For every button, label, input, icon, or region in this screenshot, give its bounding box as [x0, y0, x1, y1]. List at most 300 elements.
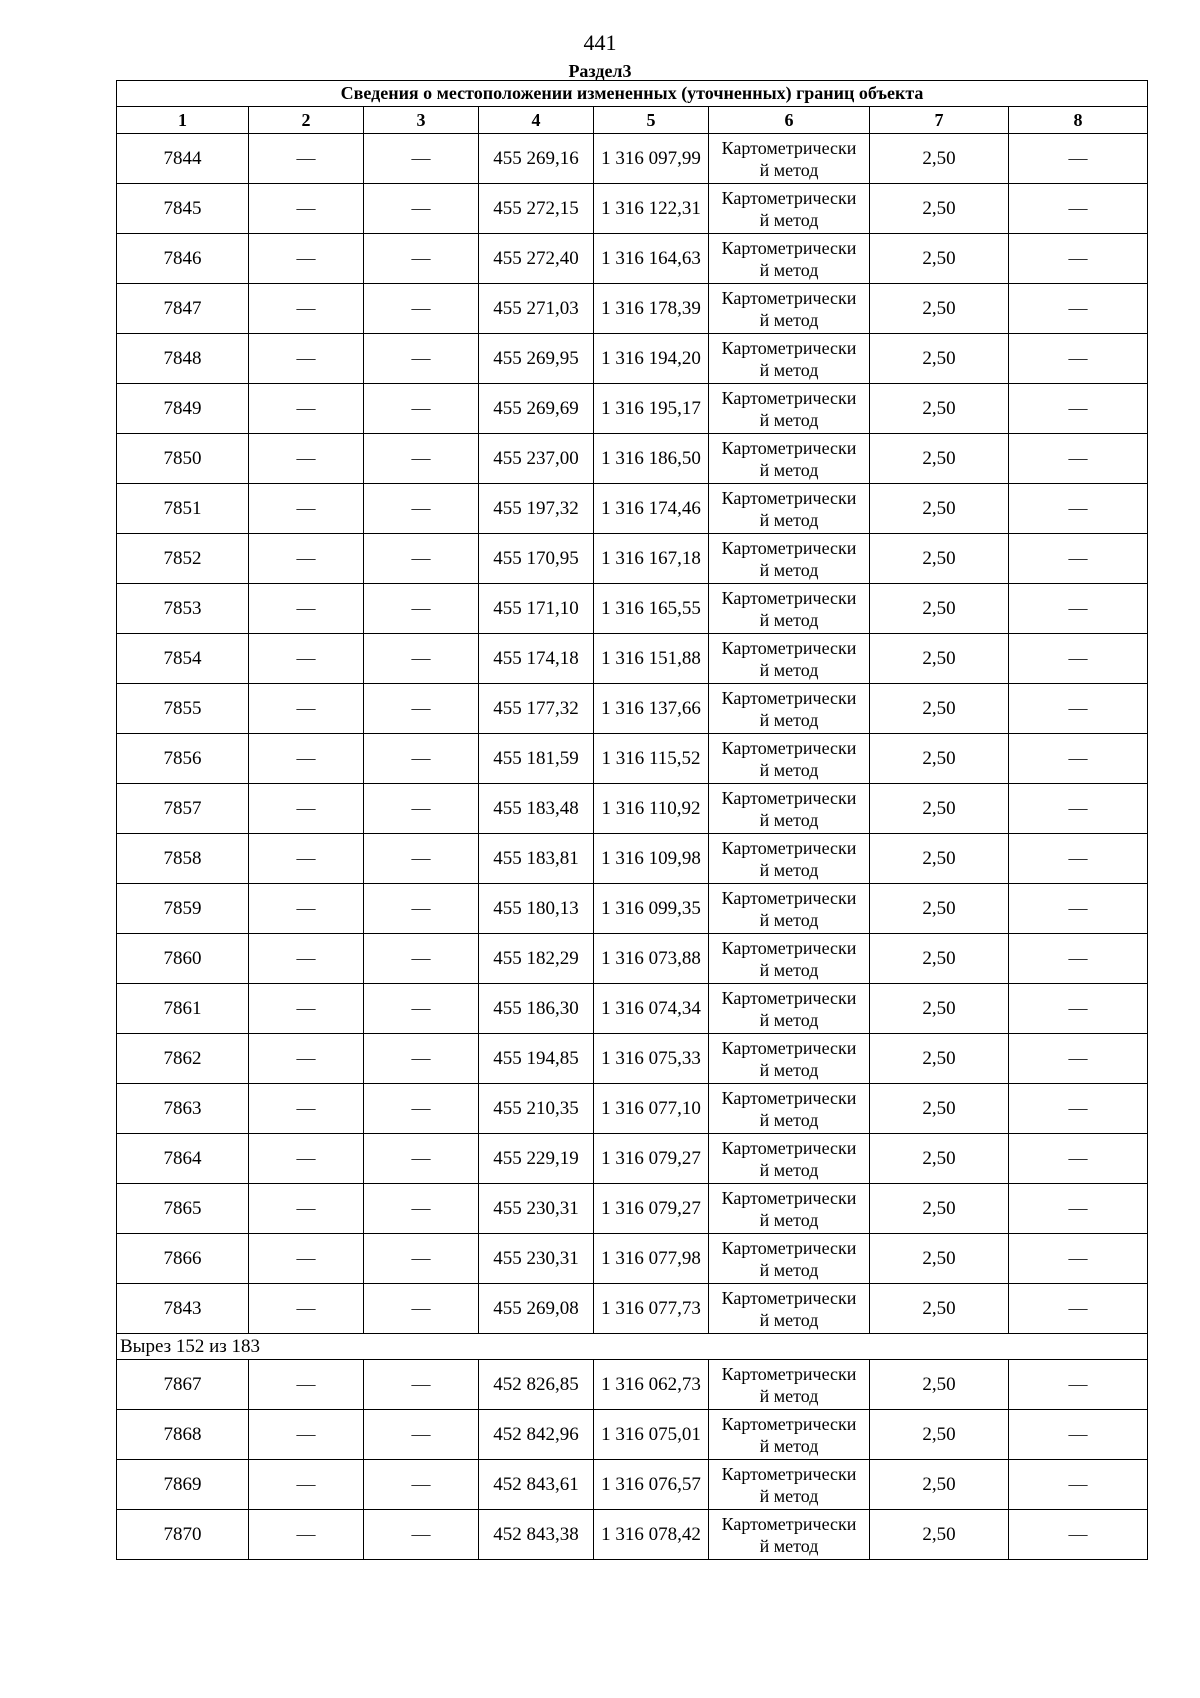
point-number-cell: 7849: [117, 384, 249, 434]
method-text-line2: й метод: [759, 209, 819, 230]
x-coordinate-cell: 455 272,40: [479, 234, 594, 284]
method-cell: [709, 1034, 870, 1084]
y-coordinate-cell: 1 316 110,92: [594, 784, 709, 834]
column-header-4: 4: [479, 107, 594, 134]
dash-cell: —: [1009, 484, 1148, 534]
dash-cell: —: [1009, 634, 1148, 684]
method-text-line1: Картометрически: [721, 987, 857, 1008]
x-coordinate-cell: 455 177,32: [479, 684, 594, 734]
dash-cell: —: [1009, 434, 1148, 484]
dash-cell: —: [1009, 734, 1148, 784]
method-text-line2: й метод: [759, 1485, 819, 1506]
dash-cell: —: [249, 684, 364, 734]
dash-cell: —: [249, 534, 364, 584]
y-coordinate-cell: 1 316 078,42: [594, 1510, 709, 1560]
method-text-line1: Картометрически: [721, 337, 857, 358]
table-row: [117, 534, 1148, 584]
dash-cell: —: [249, 384, 364, 434]
accuracy-cell: 2,50: [870, 184, 1009, 234]
accuracy-cell: 2,50: [870, 1510, 1009, 1560]
dash-cell: —: [249, 434, 364, 484]
table-row: [117, 1234, 1148, 1284]
page-number: 441: [583, 30, 617, 55]
dash-cell: —: [1009, 1084, 1148, 1134]
dash-cell: —: [1009, 834, 1148, 884]
point-number-cell: 7866: [117, 1234, 249, 1284]
dash-cell: —: [249, 1460, 364, 1510]
y-coordinate-cell: 1 316 076,57: [594, 1460, 709, 1510]
method-cell: [709, 1134, 870, 1184]
table-header-row: [117, 107, 1148, 134]
table-row: [117, 1284, 1148, 1334]
dash-cell: —: [1009, 1184, 1148, 1234]
dash-cell: —: [249, 1360, 364, 1410]
column-header-7: 7: [870, 107, 1009, 134]
dash-cell: —: [364, 1234, 479, 1284]
method-text-line1: Картометрически: [721, 1363, 857, 1384]
x-coordinate-cell: 455 183,81: [479, 834, 594, 884]
dash-cell: —: [1009, 334, 1148, 384]
method-text-line1: Картометрически: [721, 1513, 857, 1534]
table-caption: Сведения о местоположении измененных (уточненных) границ объекта: [117, 81, 1148, 107]
method-text-line2: й метод: [759, 1259, 819, 1280]
x-coordinate-cell: 455 237,00: [479, 434, 594, 484]
x-coordinate-cell: 455 182,29: [479, 934, 594, 984]
column-header-2: 2: [249, 107, 364, 134]
y-coordinate-cell: 1 316 122,31: [594, 184, 709, 234]
dash-cell: —: [364, 534, 479, 584]
dash-cell: —: [1009, 584, 1148, 634]
table-row: [117, 384, 1148, 434]
method-text-line2: й метод: [759, 1209, 819, 1230]
method-text-line1: Картометрически: [721, 387, 857, 408]
method-cell: [709, 1184, 870, 1234]
dash-cell: —: [249, 1284, 364, 1334]
method-cell: [709, 1084, 870, 1134]
accuracy-cell: 2,50: [870, 1134, 1009, 1184]
method-cell: [709, 184, 870, 234]
method-text-line2: й метод: [759, 809, 819, 830]
x-coordinate-cell: 452 843,38: [479, 1510, 594, 1560]
table-row: [117, 934, 1148, 984]
dash-cell: —: [249, 1184, 364, 1234]
method-text-line1: Картометрически: [721, 637, 857, 658]
table-row: [117, 1360, 1148, 1410]
column-header-3: 3: [364, 107, 479, 134]
point-number-cell: 7857: [117, 784, 249, 834]
dash-cell: —: [364, 184, 479, 234]
method-text-line2: й метод: [759, 859, 819, 880]
table-row: [117, 734, 1148, 784]
point-number-cell: 7854: [117, 634, 249, 684]
method-cell: [709, 1360, 870, 1410]
dash-cell: —: [364, 1284, 479, 1334]
method-text-line2: й метод: [759, 1009, 819, 1030]
method-text-line1: Картометрически: [721, 187, 857, 208]
method-text-line2: й метод: [759, 1159, 819, 1180]
method-cell: [709, 884, 870, 934]
accuracy-cell: 2,50: [870, 984, 1009, 1034]
accuracy-cell: 2,50: [870, 334, 1009, 384]
table-row: [117, 434, 1148, 484]
method-text-line1: Картометрически: [721, 487, 857, 508]
method-cell: [709, 1410, 870, 1460]
method-text-line1: Картометрически: [721, 937, 857, 958]
x-coordinate-cell: 455 269,08: [479, 1284, 594, 1334]
accuracy-cell: 2,50: [870, 1184, 1009, 1234]
accuracy-cell: 2,50: [870, 434, 1009, 484]
accuracy-cell: 2,50: [870, 384, 1009, 434]
method-text-line1: Картометрически: [721, 537, 857, 558]
dash-cell: —: [249, 134, 364, 184]
dash-cell: —: [249, 284, 364, 334]
dash-cell: —: [249, 484, 364, 534]
accuracy-cell: 2,50: [870, 284, 1009, 334]
x-coordinate-cell: 455 171,10: [479, 584, 594, 634]
method-text-line1: Картометрически: [721, 1287, 857, 1308]
dash-cell: —: [1009, 784, 1148, 834]
method-text-line1: Картометрически: [721, 287, 857, 308]
dash-cell: —: [1009, 1360, 1148, 1410]
dash-cell: —: [364, 1460, 479, 1510]
dash-cell: —: [364, 384, 479, 434]
dash-cell: —: [364, 1360, 479, 1410]
method-text-line2: й метод: [759, 359, 819, 380]
dash-cell: —: [1009, 1134, 1148, 1184]
method-cell: [709, 1284, 870, 1334]
method-text-line2: й метод: [759, 1435, 819, 1456]
dash-cell: —: [364, 934, 479, 984]
y-coordinate-cell: 1 316 109,98: [594, 834, 709, 884]
method-text-line1: Картометрически: [721, 1187, 857, 1208]
point-number-cell: 7848: [117, 334, 249, 384]
method-text-line2: й метод: [759, 1385, 819, 1406]
column-header-1: 1: [117, 107, 249, 134]
group-label-row: [117, 1334, 1148, 1360]
method-text-line1: Картометрически: [721, 1137, 857, 1158]
dash-cell: —: [1009, 884, 1148, 934]
y-coordinate-cell: 1 316 195,17: [594, 384, 709, 434]
dash-cell: —: [364, 1034, 479, 1084]
x-coordinate-cell: 455 170,95: [479, 534, 594, 584]
point-number-cell: 7869: [117, 1460, 249, 1510]
dash-cell: —: [1009, 684, 1148, 734]
point-number-cell: 7870: [117, 1510, 249, 1560]
table-row: [117, 684, 1148, 734]
x-coordinate-cell: 455 269,16: [479, 134, 594, 184]
y-coordinate-cell: 1 316 062,73: [594, 1360, 709, 1410]
method-cell: [709, 284, 870, 334]
dash-cell: —: [364, 1510, 479, 1560]
method-text-line2: й метод: [759, 1535, 819, 1556]
dash-cell: —: [249, 884, 364, 934]
accuracy-cell: 2,50: [870, 1034, 1009, 1084]
dash-cell: —: [364, 984, 479, 1034]
x-coordinate-cell: 455 183,48: [479, 784, 594, 834]
column-header-5: 5: [594, 107, 709, 134]
point-number-cell: 7843: [117, 1284, 249, 1334]
y-coordinate-cell: 1 316 174,46: [594, 484, 709, 534]
column-header-8: 8: [1009, 107, 1148, 134]
y-coordinate-cell: 1 316 137,66: [594, 684, 709, 734]
accuracy-cell: 2,50: [870, 584, 1009, 634]
x-coordinate-cell: 455 210,35: [479, 1084, 594, 1134]
point-number-cell: 7846: [117, 234, 249, 284]
dash-cell: —: [249, 634, 364, 684]
accuracy-cell: 2,50: [870, 684, 1009, 734]
dash-cell: —: [364, 134, 479, 184]
dash-cell: —: [249, 1234, 364, 1284]
method-text-line2: й метод: [759, 659, 819, 680]
dash-cell: —: [364, 334, 479, 384]
dash-cell: —: [364, 684, 479, 734]
method-text-line2: й метод: [759, 759, 819, 780]
dash-cell: —: [364, 284, 479, 334]
y-coordinate-cell: 1 316 165,55: [594, 584, 709, 634]
accuracy-cell: 2,50: [870, 484, 1009, 534]
dash-cell: —: [249, 334, 364, 384]
x-coordinate-cell: 455 271,03: [479, 284, 594, 334]
dash-cell: —: [249, 1034, 364, 1084]
method-text-line1: Картометрически: [721, 137, 857, 158]
section-title: Раздел3: [568, 61, 632, 81]
x-coordinate-cell: 455 269,95: [479, 334, 594, 384]
x-coordinate-cell: 455 186,30: [479, 984, 594, 1034]
y-coordinate-cell: 1 316 073,88: [594, 934, 709, 984]
method-cell: [709, 484, 870, 534]
point-number-cell: 7851: [117, 484, 249, 534]
point-number-cell: 7845: [117, 184, 249, 234]
accuracy-cell: 2,50: [870, 884, 1009, 934]
table-row: [117, 1134, 1148, 1184]
dash-cell: —: [1009, 534, 1148, 584]
point-number-cell: 7868: [117, 1410, 249, 1460]
method-text-line2: й метод: [759, 1059, 819, 1080]
accuracy-cell: 2,50: [870, 1084, 1009, 1134]
accuracy-cell: 2,50: [870, 534, 1009, 584]
y-coordinate-cell: 1 316 074,34: [594, 984, 709, 1034]
y-coordinate-cell: 1 316 075,33: [594, 1034, 709, 1084]
table-row: [117, 1460, 1148, 1510]
method-text-line2: й метод: [759, 159, 819, 180]
method-text-line1: Картометрически: [721, 737, 857, 758]
method-cell: [709, 384, 870, 434]
point-number-cell: 7855: [117, 684, 249, 734]
dash-cell: —: [1009, 384, 1148, 434]
method-text-line2: й метод: [759, 1109, 819, 1130]
dash-cell: —: [364, 584, 479, 634]
y-coordinate-cell: 1 316 097,99: [594, 134, 709, 184]
x-coordinate-cell: 452 842,96: [479, 1410, 594, 1460]
table-row: [117, 1084, 1148, 1134]
point-number-cell: 7862: [117, 1034, 249, 1084]
dash-cell: —: [1009, 1460, 1148, 1510]
y-coordinate-cell: 1 316 075,01: [594, 1410, 709, 1460]
table-row: [117, 284, 1148, 334]
method-cell: [709, 534, 870, 584]
dash-cell: —: [364, 834, 479, 884]
x-coordinate-cell: 452 826,85: [479, 1360, 594, 1410]
point-number-cell: 7867: [117, 1360, 249, 1410]
method-text-line1: Картометрически: [721, 837, 857, 858]
method-cell: [709, 984, 870, 1034]
table-row: [117, 784, 1148, 834]
dash-cell: —: [249, 984, 364, 1034]
method-cell: [709, 1510, 870, 1560]
dash-cell: —: [364, 1410, 479, 1460]
dash-cell: —: [1009, 1284, 1148, 1334]
table-row: [117, 334, 1148, 384]
dash-cell: —: [1009, 134, 1148, 184]
x-coordinate-cell: 455 230,31: [479, 1234, 594, 1284]
dash-cell: —: [249, 584, 364, 634]
x-coordinate-cell: 455 194,85: [479, 1034, 594, 1084]
point-number-cell: 7860: [117, 934, 249, 984]
dash-cell: —: [249, 1084, 364, 1134]
y-coordinate-cell: 1 316 164,63: [594, 234, 709, 284]
x-coordinate-cell: 455 272,15: [479, 184, 594, 234]
table-row: [117, 884, 1148, 934]
dash-cell: —: [364, 784, 479, 834]
dash-cell: —: [1009, 1234, 1148, 1284]
method-cell: [709, 834, 870, 884]
point-number-cell: 7859: [117, 884, 249, 934]
table-row: [117, 134, 1148, 184]
method-text-line1: Картометрически: [721, 787, 857, 808]
method-text-line1: Картометрически: [721, 1087, 857, 1108]
x-coordinate-cell: 455 269,69: [479, 384, 594, 434]
dash-cell: —: [249, 784, 364, 834]
x-coordinate-cell: 452 843,61: [479, 1460, 594, 1510]
accuracy-cell: 2,50: [870, 1410, 1009, 1460]
method-cell: [709, 434, 870, 484]
method-text-line1: Картометрически: [721, 1413, 857, 1434]
dash-cell: —: [249, 1510, 364, 1560]
dash-cell: —: [249, 184, 364, 234]
accuracy-cell: 2,50: [870, 1284, 1009, 1334]
dash-cell: —: [364, 1184, 479, 1234]
x-coordinate-cell: 455 180,13: [479, 884, 594, 934]
accuracy-cell: 2,50: [870, 134, 1009, 184]
point-number-cell: 7844: [117, 134, 249, 184]
method-cell: [709, 784, 870, 834]
method-cell: [709, 334, 870, 384]
column-header-6: 6: [709, 107, 870, 134]
x-coordinate-cell: 455 181,59: [479, 734, 594, 784]
x-coordinate-cell: 455 230,31: [479, 1184, 594, 1234]
table-row: [117, 834, 1148, 884]
dash-cell: —: [1009, 184, 1148, 234]
dash-cell: —: [1009, 1034, 1148, 1084]
x-coordinate-cell: 455 229,19: [479, 1134, 594, 1184]
point-number-cell: 7847: [117, 284, 249, 334]
method-text-line2: й метод: [759, 409, 819, 430]
dash-cell: —: [1009, 1510, 1148, 1560]
method-text-line1: Картометрически: [721, 1463, 857, 1484]
table-caption-row: [117, 81, 1148, 107]
dash-cell: —: [1009, 234, 1148, 284]
y-coordinate-cell: 1 316 167,18: [594, 534, 709, 584]
table-row: [117, 1410, 1148, 1460]
y-coordinate-cell: 1 316 079,27: [594, 1134, 709, 1184]
method-text-line1: Картометрически: [721, 1037, 857, 1058]
point-number-cell: 7865: [117, 1184, 249, 1234]
dash-cell: —: [249, 734, 364, 784]
dash-cell: —: [364, 884, 479, 934]
method-cell: [709, 734, 870, 784]
table-row: [117, 1034, 1148, 1084]
method-text-line2: й метод: [759, 609, 819, 630]
y-coordinate-cell: 1 316 079,27: [594, 1184, 709, 1234]
accuracy-cell: 2,50: [870, 834, 1009, 884]
y-coordinate-cell: 1 316 077,73: [594, 1284, 709, 1334]
x-coordinate-cell: 455 197,32: [479, 484, 594, 534]
method-text-line1: Картометрически: [721, 1237, 857, 1258]
dash-cell: —: [249, 934, 364, 984]
dash-cell: —: [249, 834, 364, 884]
table-row: [117, 234, 1148, 284]
group-label: Вырез 152 из 183: [117, 1334, 1148, 1360]
accuracy-cell: 2,50: [870, 234, 1009, 284]
dash-cell: —: [364, 484, 479, 534]
point-number-cell: 7863: [117, 1084, 249, 1134]
dash-cell: —: [364, 1084, 479, 1134]
dash-cell: —: [364, 734, 479, 784]
accuracy-cell: 2,50: [870, 1234, 1009, 1284]
method-text-line2: й метод: [759, 509, 819, 530]
point-number-cell: 7858: [117, 834, 249, 884]
table-row: [117, 484, 1148, 534]
method-text-line2: й метод: [759, 709, 819, 730]
method-text-line2: й метод: [759, 259, 819, 280]
y-coordinate-cell: 1 316 151,88: [594, 634, 709, 684]
method-text-line2: й метод: [759, 909, 819, 930]
method-text-line1: Картометрически: [721, 887, 857, 908]
point-number-cell: 7864: [117, 1134, 249, 1184]
accuracy-cell: 2,50: [870, 1360, 1009, 1410]
point-number-cell: 7856: [117, 734, 249, 784]
method-text-line1: Картометрически: [721, 687, 857, 708]
method-text-line2: й метод: [759, 559, 819, 580]
method-cell: [709, 584, 870, 634]
method-text-line1: Картометрически: [721, 237, 857, 258]
dash-cell: —: [1009, 934, 1148, 984]
method-cell: [709, 684, 870, 734]
dash-cell: —: [364, 234, 479, 284]
dash-cell: —: [364, 434, 479, 484]
table-row: [117, 184, 1148, 234]
dash-cell: —: [364, 634, 479, 684]
accuracy-cell: 2,50: [870, 934, 1009, 984]
method-cell: [709, 234, 870, 284]
dash-cell: —: [1009, 1410, 1148, 1460]
method-cell: [709, 634, 870, 684]
y-coordinate-cell: 1 316 099,35: [594, 884, 709, 934]
method-text-line1: Картометрически: [721, 437, 857, 458]
y-coordinate-cell: 1 316 077,10: [594, 1084, 709, 1134]
coordinates-table: [116, 80, 1148, 1560]
accuracy-cell: 2,50: [870, 734, 1009, 784]
point-number-cell: 7850: [117, 434, 249, 484]
table-row: [117, 1184, 1148, 1234]
y-coordinate-cell: 1 316 194,20: [594, 334, 709, 384]
accuracy-cell: 2,50: [870, 784, 1009, 834]
method-text-line1: Картометрически: [721, 587, 857, 608]
y-coordinate-cell: 1 316 077,98: [594, 1234, 709, 1284]
method-text-line2: й метод: [759, 959, 819, 980]
table-row: [117, 1510, 1148, 1560]
table-row: [117, 984, 1148, 1034]
